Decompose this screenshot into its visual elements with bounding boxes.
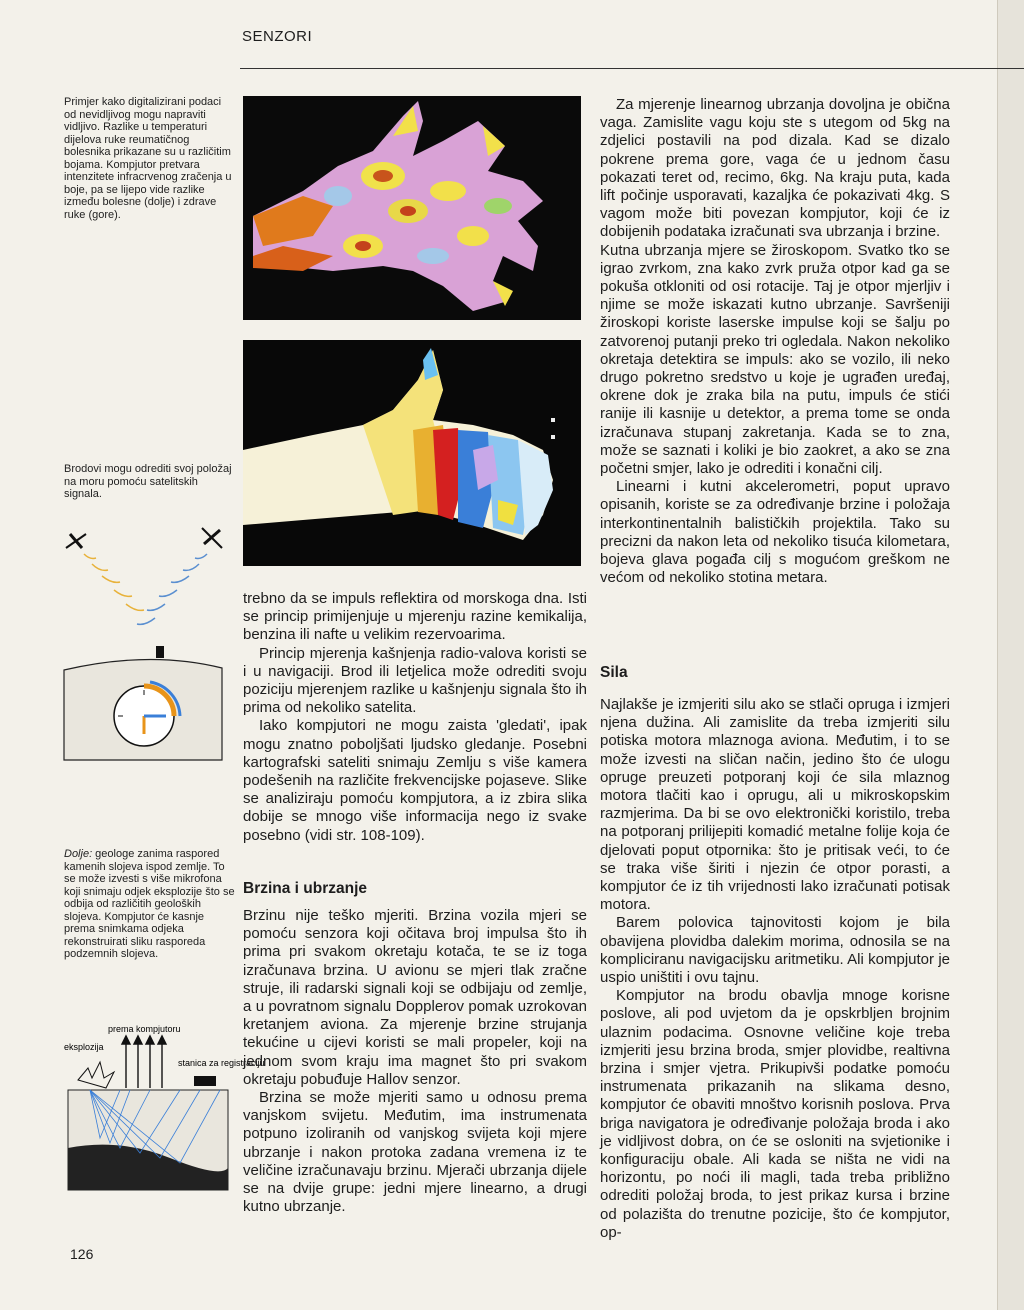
- geology-caption-lead: Dolje:: [64, 848, 93, 860]
- section-heading-speed: Brzina i ubrzanje: [243, 880, 368, 897]
- satellite-left-icon: [66, 534, 86, 548]
- geology-caption: [64, 848, 236, 961]
- paragraph: Brzinu nije teško mjeriti. Brzina vozila mjeri se pomoću senzora koji očitava broj impulsa što ih prima pri svakom okretaju kotača, te se iz toga izračunava brzina. U avionu se mjeri tlak zračne struje, ili radarski signali koji se odbijaju od zemlje, a u povratnom signalu Dopplerov pomak uzrokovan kretanjem aviona. Za mjerenje brzine strujanja tekućine u cijevi koristi se mali propeler, koji na jednom svom kraju ima magnet što pri svakom okretaju pobuđuje Hallov senzor.: [243, 907, 587, 1088]
- satellite-caption: Brodovi mogu odrediti svoj položaj na moru pomoću satelitskih signala.: [64, 463, 232, 500]
- station-label: stanica za registraciju: [178, 1058, 265, 1068]
- paragraph: Kompjutor na brodu obavlja mnoge korisne poslove, ali pod uvjetom da je opskrbljen brojnim ulaznim podacima. Osnovne veličine koje treba izmjeriti jesu brzina broda, smjer plovidbe, realtivna brzina i smjer vjetra. Prikupivši podatke pomoću instrumenata prikazanih na slikama desno, kompjutor će obaviti mnoštvo korisnih poslova. Prva briga navigatora je određivanje položaja broda i ako je vidljivost dobra, on će se osloniti na svjetionike i konfiguraciju obale. Ali kada se ništa ne vidi na horizontu, po noći ili magli, tada treba približno odrediti položaj broda, to jest prikaz kursa i brzine od polazišta do trenutne pozicije, što će kompjutor, op-: [600, 987, 950, 1241]
- geology-echo-diagram: [60, 1018, 265, 1198]
- paragraph: Linearni i kutni akcelerometri, poput upravo opisanih, koriste se za određivanje brzine i položaja interkontinentalnih balističkih projektila. Tako su precizni da nakon leta od nekoliko tisuća kilometara, bojeva glava pogađa cilj s mogućom greškom ne većom od nekoliko stotina metara.: [600, 478, 950, 587]
- header-rule: [240, 68, 1024, 69]
- paragraph: Kutna ubrzanja mjere se žiroskopom. Svatko tko se igrao zvrkom, zna kako zvrk pruža otpor kad ga se pokuša otkloniti od osi rotacije. Taj je otpor mjerljiv i njime se može iskazati kutno ubrzanje. Savršeniji žiroskopi koriste laserske impulse koji se šalju po zatvorenoj putanji preko tri ogledala. Nakon nekoliko okretaja detektira se impuls: ako se vozilo, ili neko drugo pokretno sredstvo u koje je ugrađen uređaj, okrene dok je zraka bila na putu, impuls će stići ranije ili kasnije u detektor, a prema tome se onda izračunava stupanj zakretanja. Kada se to zna, može se saznati i koliki je bio zaokret, a ako se zna početni smjer, lako je odrediti i konačni cilj.: [600, 241, 950, 478]
- to-computer-label: prema kompjutoru: [108, 1024, 181, 1034]
- explosion-icon: [78, 1062, 114, 1088]
- signal-waves-right: [137, 554, 207, 624]
- satellite-navigation-diagram: [62, 520, 238, 760]
- paragraph: Za mjerenje linearnog ubrzanja dovoljna je obična vaga. Zamislite vagu koju ste s utegom od 5kg na zdjelici postavili na pod dizala. Kad se dizalo pokrene prema gore, vaga će u jednom času pokazati teret od, recimo, 6kg. Na kraju puta, kada lift počinje usporavati, kazaljka će pokazivati 4kg. S vagom može biti povezan kompjutor, koji će iz dobijenih podataka izračunati sva ubrzanja i brzine.: [600, 96, 950, 241]
- paragraph: Iako kompjutori ne mogu zaista 'gledati', ipak mogu znatno poboljšati ljudsko gledanje. Posebni kartografski sateliti snimaju Zemlju s više kamera podešenih na različite frekvencijske pojaseve. Slike se analiziraju pomoću kompjutora, a iz zbira slika dobije se mnogo više informacija nego iz svake posebno (vidi str. 108-109).: [243, 717, 587, 844]
- paragraph: Princip mjerenja kašnjenja radio-valova koristi se i u navigaciji. Brod ili letjelica može odrediti svoju poziciju mjerenjem razlike u kašnjenju signala što ih prima od nekoliko satelita.: [243, 644, 587, 717]
- satellite-right-icon: [202, 528, 222, 548]
- page-header: SENZORI: [242, 28, 313, 45]
- section-heading-force: Sila: [600, 664, 628, 681]
- geology-caption-text: geologe zanima raspored kamenih slojeva ispod zemlje. To se može izvesti s više mikrofona koji snimaju odjek eksplozije što se odbija od različitih geoloških slojeva. Kompjutor će kasnje prema snimkama odjeka rekonstruirati sliku rasporeda podzemnih slojeva.: [64, 848, 235, 960]
- right-column-bottom: [600, 696, 950, 1242]
- paragraph: trebno da se impuls reflektira od morskoga dna. Isti se princip primijenjuje u mjerenju razine kemikalija, benzina ili nafte u velikim rezervoarima.: [243, 590, 587, 644]
- thermal-caption: Primjer kako digitalizirani podaci od nevidljivog mogu napraviti vidljivo. Razlike u temperaturi dijelova ruke reumatičnog bolesnika prikazane su u različitim bojama. Kompjutor pretvara intenzitete infracrvenog zračenja u boje, pa se lijepo vide razlike između bolesne (dolje) i zdrave ruke (gore).: [64, 96, 232, 221]
- paragraph: Brzina se može mjeriti samo u odnosu prema vanjskom svijetu. Međutim, ima instrumenata potpuno izoliranih od vanjskog svijeta koji mjere ubrzanje i nakon protoka zadana vremena iz te veličine izračunavaju brzinu. Mjerači ubrzanja dijele se na dvije grupe: jedni mjere linearno, a drugi kutno ubrzanje.: [243, 1089, 587, 1216]
- signal-waves-left: [84, 554, 144, 610]
- paragraph: Najlakše je izmjeriti silu ako se stlači opruga i izmjeri njena dužina. Ali zamislite da treba izmjeriti silu potiska motora mlaznoga aviona. Međutim, i to se može izvesti na sličan način, jedino što će ulogu opruge preuzeti potporanj koji će sila mlaznog motora tlačiti kao i oprugu, ali u mikroskopskim razmjerima. Da bi se ovo elektronički koristilo, treba na potporanj prilijepiti komadić metalne folije koja će djelovati poput otpornika: što je pritisak veći, to će se traka više širiti i njezin će otpor porasti, a kompjutor će iz tih vrijednosti lako izračunati potisak motora.: [600, 696, 950, 914]
- middle-column-top: [243, 590, 587, 845]
- middle-column-bottom: [243, 907, 587, 1216]
- explosion-label: eksplozija: [64, 1042, 104, 1052]
- thermal-image-healthy-hand: [243, 96, 581, 320]
- page-edge: [997, 0, 1024, 1310]
- right-column-top: [600, 96, 950, 587]
- upward-arrows: [122, 1036, 166, 1088]
- ship-icon: [156, 646, 164, 658]
- truck-icon: [194, 1076, 216, 1086]
- page-number: 126: [70, 1246, 94, 1262]
- paragraph: Barem polovica tajnovitosti kojom je bila obavijena plovidba dalekim morima, odnosila se na kompliciranu navigacijsku aritmetiku. Ali kompjutor je uspio uništiti i ovu tajnu.: [600, 914, 950, 987]
- thermal-image-sick-hand: [243, 340, 581, 566]
